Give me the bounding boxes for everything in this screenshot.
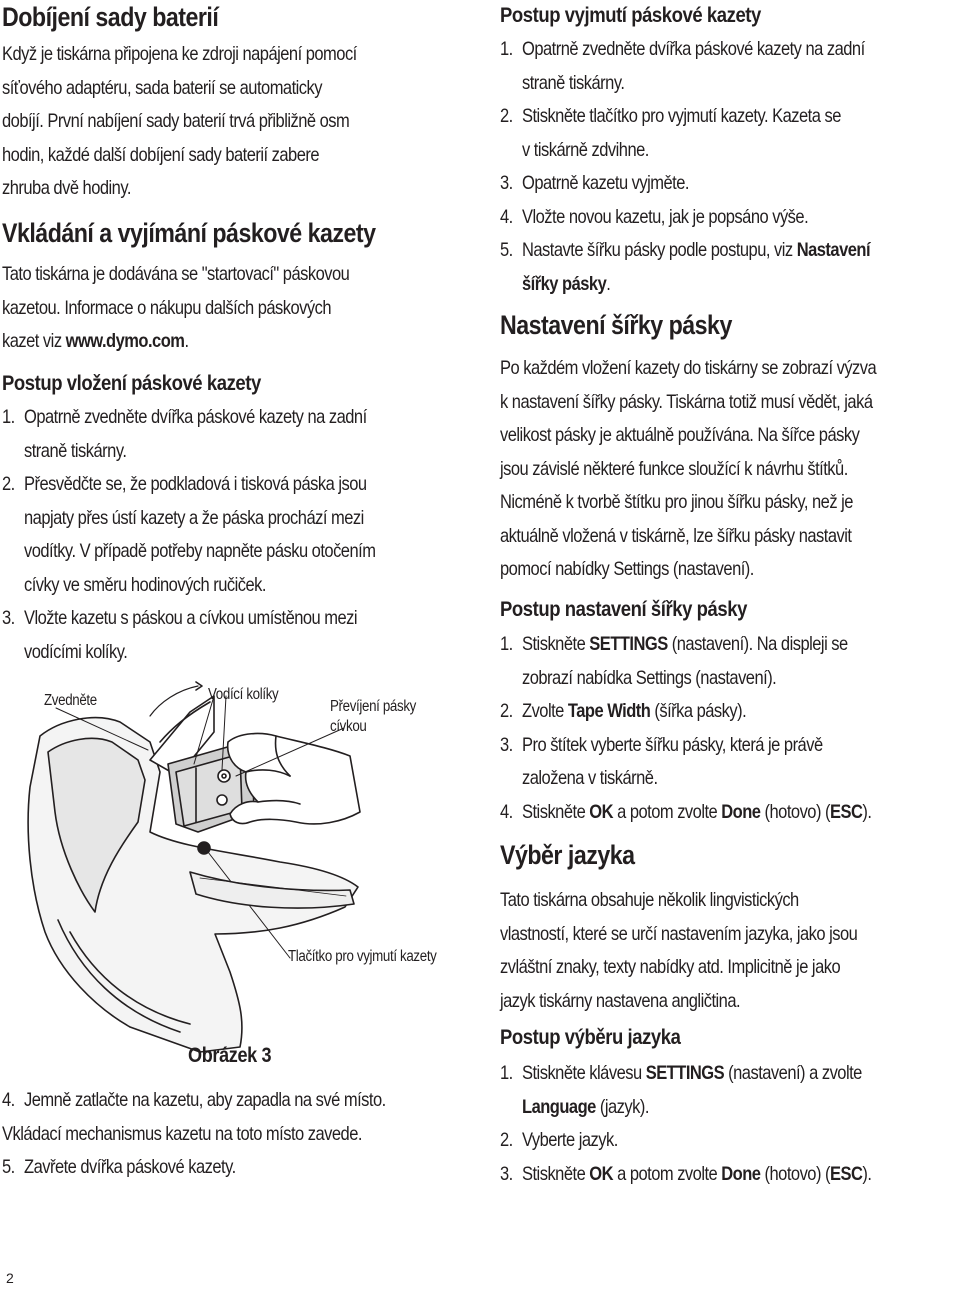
heading-cassette: Vkládání a vyjímání páskové kazety <box>2 218 376 248</box>
text-line: Tato tiskárna je dodávána se "startovací" páskovou <box>2 264 350 285</box>
text-line: straně tiskárny. <box>522 72 625 94</box>
paragraph-cassette <box>2 258 406 359</box>
label-guide-pins: Vodící kolíky <box>208 686 279 703</box>
text-line: Přesvědčte se, že podkladová i tisková páska jsou <box>24 474 367 495</box>
paragraph-tape-width <box>500 352 937 587</box>
text-line: Vložte novou kazetu, jak je popsáno výše. <box>522 206 809 228</box>
text-line: Tato tiskárna obsahuje několik lingvistických <box>500 890 799 911</box>
label-rewind: Převíjení pásky <box>330 698 416 715</box>
text-line: Zvolte Tape Width (šířka pásky). <box>522 701 747 722</box>
list-item: 5. Nastavte šířku pásky podle postupu, viz Nastavení šířky pásky. <box>500 234 927 301</box>
language-steps-list <box>500 1057 928 1191</box>
text-line: Vyberte jazyk. <box>522 1130 618 1151</box>
figure-3 <box>0 672 478 1084</box>
heading-insert-procedure: Postup vložení páskové kazety <box>2 371 261 395</box>
text-line: založena v tiskárně. <box>522 768 658 789</box>
text-line: Když je tiskárna připojena ke zdroji napájení pomocí <box>2 44 357 65</box>
text-line: zvláštní znaky, texty nabídky atd. Implicitně je jako <box>500 957 841 978</box>
text-line: Stiskněte OK a potom zvolte Done (hotovo) (ESC). <box>522 1163 872 1185</box>
text-line: Zavřete dvířka páskové kazety. <box>24 1157 236 1178</box>
heading-width-procedure: Postup nastavení šířky pásky <box>500 597 747 621</box>
text-line: jsou závislé některé funkce sloužící k návrhu štítků. <box>500 458 848 480</box>
list-item: 3. Stiskněte OK a potom zvolte Done (hotovo) (ESC). <box>500 1158 928 1192</box>
text-line: Opatrně zvedněte dvířka páskové kazety na zadní <box>24 407 367 428</box>
heading-language-procedure: Postup výběru jazyka <box>500 1025 681 1049</box>
text-line: Stiskněte klávesu SETTINGS (nastavení) a zvolte <box>522 1063 862 1084</box>
list-item: 1. Stiskněte klávesu SETTINGS (nastavení) a zvolte Language (jazyk). <box>500 1057 928 1124</box>
text-line: Vkládací mechanismus kazetu na toto místo zavede. <box>2 1123 362 1145</box>
text-line: Vložte kazetu s páskou a cívkou umístěnou mezi <box>24 608 358 629</box>
text-line: Stiskněte OK a potom zvolte Done (hotovo) (ESC). <box>522 801 872 823</box>
list-item <box>2 535 433 602</box>
heading-language: Výběr jazyka <box>500 840 635 870</box>
heading-remove-procedure: Postup vyjmutí páskové kazety <box>500 3 761 27</box>
paragraph-charging <box>2 38 415 206</box>
paragraph-language <box>500 884 916 1018</box>
list-item: 1. Stiskněte SETTINGS (nastavení). Na displeji se zobrazí nabídka Settings (nastavení). <box>500 628 928 695</box>
heading-tape-width: Nastavení šířky pásky <box>500 310 732 340</box>
text-line: Pro štítek vyberte šířku pásky, která je právě <box>522 734 823 756</box>
list-item: 2. Zvolte Tape Width (šířka pásky). <box>500 695 928 729</box>
text-line: jazyk tiskárny nastavena angličtina. <box>500 990 741 1012</box>
text-line: zhruba dvě hodiny. <box>2 178 131 199</box>
list-item: 2. Vyberte jazyk. <box>500 1124 928 1158</box>
list-item: 3. Opatrně kazetu vyjměte. <box>500 167 927 201</box>
dymo-link[interactable]: www.dymo.com <box>65 331 185 352</box>
text-line: síťového adaptéru, sada baterií se automaticky <box>2 77 323 99</box>
list-item: 2. Přesvědčte se, že podkladová i tisková páska jsou napjaty přes ústí kazety a že páska prochází mezi <box>2 468 433 535</box>
text-line: Opatrně zvedněte dvířka páskové kazety na zadní <box>522 39 865 60</box>
text-line: šířky pásky. <box>522 273 611 295</box>
text-line: pomocí nabídky Settings (nastavení). <box>500 559 754 580</box>
text-line: velikost pásky je aktuálně používána. Na šířce pásky <box>500 425 860 446</box>
list-item: 3. Vložte kazetu s páskou a cívkou umístěnou mezi vodícími kolíky. <box>2 602 433 669</box>
text-line: Nastavte šířku pásky podle postupu, viz Nastavení <box>522 240 871 261</box>
text-line: aktuálně vložená v tiskárně, lze šířku pásky nastavit <box>500 525 852 547</box>
text-line: v tiskárně zdvihne. <box>522 139 649 161</box>
text-line: kazetou. Informace o nákupu dalších páskových <box>2 297 332 319</box>
text-line: Language (jazyk). <box>522 1096 649 1118</box>
list-item: 4. Vložte novou kazetu, jak je popsáno výše. <box>500 201 927 235</box>
insert-steps-after <box>2 1084 480 1185</box>
page-number: 2 <box>6 1270 14 1286</box>
list-item: 5. Zavřete dvířka páskové kazety. <box>2 1151 480 1185</box>
label-lift: Zvedněte <box>44 692 97 709</box>
printer-illustration <box>0 672 478 1084</box>
list-item <box>2 1118 480 1152</box>
figure-caption: Obrázek 3 <box>188 1044 272 1067</box>
list-item: 3. Pro štítek vyberte šířku pásky, která je právě založena v tiskárně. <box>500 729 928 796</box>
list-item: 2. Stiskněte tlačítko pro vyjmutí kazety. Kazeta se v tiskárně zdvihne. <box>500 100 927 167</box>
text-line: Po každém vložení kazety do tiskárny se zobrazí výzva <box>500 358 877 379</box>
text-line: k nastavení šířky pásky. Tiskárna totiž musí vědět, jaká <box>500 391 873 413</box>
text-line: dobíjí. První nabíjení sady baterií trvá přibližně osm <box>2 111 350 132</box>
text-line: vodítky. V případě potřeby napněte pásku otočením <box>24 541 376 562</box>
heading-charging: Dobíjení sady baterií <box>2 2 219 32</box>
text-line: napjaty přes ústí kazety a že páska prochází mezi <box>24 507 364 529</box>
list-item: 1. Opatrně zvedněte dvířka páskové kazety na zadní straně tiskárny. <box>2 401 433 468</box>
remove-steps-list <box>500 33 927 301</box>
text-line: Nicméně k tvorbě štítku pro jinou šířku pásky, než je <box>500 492 853 513</box>
label-rewind-2: cívkou <box>330 718 367 735</box>
text-line: hodin, každé další dobíjení sady baterií zabere <box>2 144 320 166</box>
list-item: 1. Opatrně zvedněte dvířka páskové kazety na zadní straně tiskárny. <box>500 33 927 100</box>
list-item: 4. Jemně zatlačte na kazetu, aby zapadla na své místo. <box>2 1084 480 1118</box>
text-line: cívky ve směru hodinových ručiček. <box>24 574 266 596</box>
text-line: vodícími kolíky. <box>24 641 128 663</box>
insert-steps-list <box>2 401 433 669</box>
text-line: straně tiskárny. <box>24 440 127 462</box>
text-line: Stiskněte SETTINGS (nastavení). Na displeji se <box>522 634 848 655</box>
text-line: Stiskněte tlačítko pro vyjmutí kazety. Kazeta se <box>522 106 841 127</box>
width-steps-list <box>500 628 928 829</box>
text-line: kazet viz www.dymo.com. <box>2 331 189 352</box>
text-line: vlastností, které se určí nastavením jazyka, jako jsou <box>500 923 858 945</box>
text-line: Jemně zatlačte na kazetu, aby zapadla na své místo. <box>24 1090 386 1111</box>
text-line: Opatrně kazetu vyjměte. <box>522 173 689 194</box>
label-eject-button: Tlačítko pro vyjmutí kazety <box>288 948 437 965</box>
text-line: zobrazí nabídka Settings (nastavení). <box>522 667 777 689</box>
list-item: 4. Stiskněte OK a potom zvolte Done (hotovo) (ESC). <box>500 796 928 830</box>
